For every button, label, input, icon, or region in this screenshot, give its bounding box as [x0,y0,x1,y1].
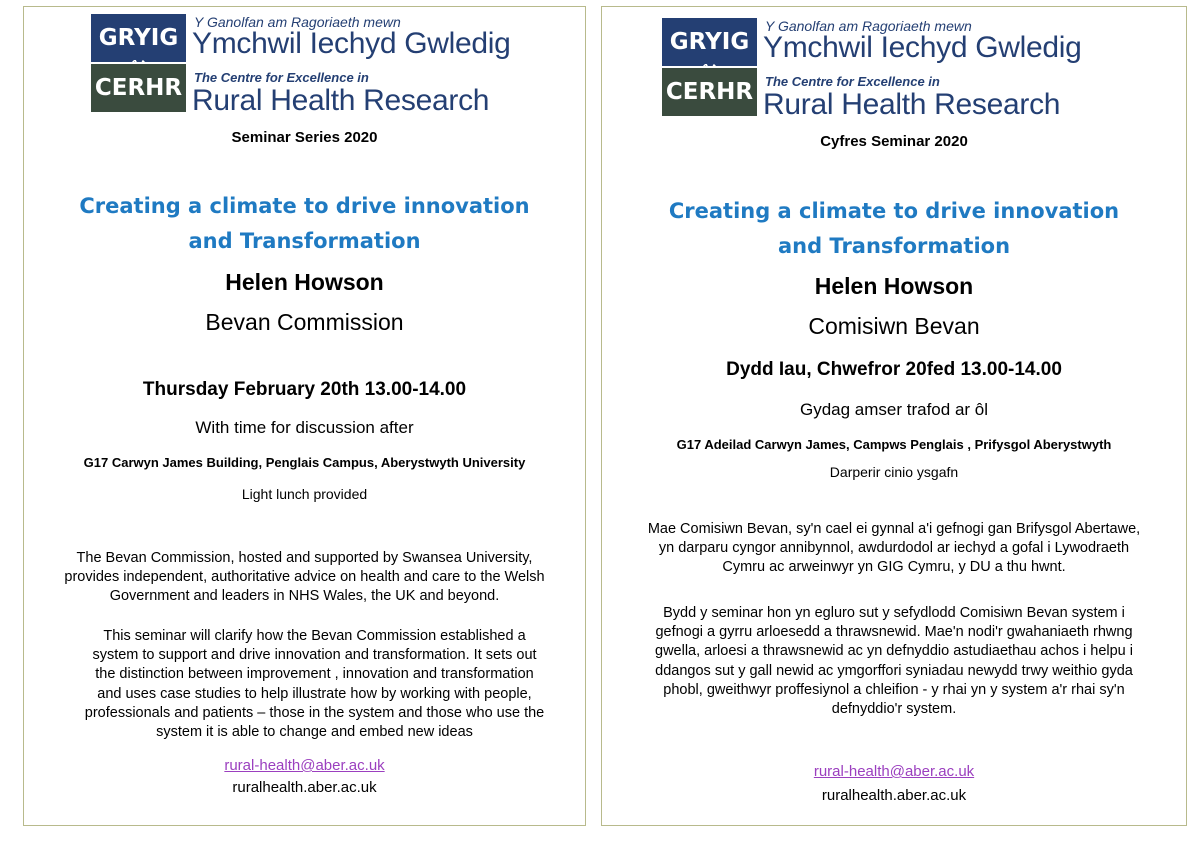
paragraph-line: and uses case studies to help illustrate how by working with people, [97,685,532,702]
paragraph-line: system it is able to change and embed new ideas [156,724,473,741]
seminar-title-line2: and Transformation [188,229,421,253]
logo-english-subtitle: The Centre for Excellence in [765,74,940,89]
discussion-note: With time for discussion after [195,418,414,437]
logo-cerhr-block: CERHR [662,68,757,116]
lunch-note: Light lunch provided [241,486,368,502]
seminar-title-line2: and Transformation [777,234,1011,258]
logo-gryig-block: GRYIG [662,18,757,66]
seminar-series: Cyfres Seminar 2020 [820,133,968,150]
description-paragraph-1 [24,549,585,607]
logo-cerhr-block: CERHR [91,64,186,112]
paragraph-line: yn darparu cyngor annibynnol, awdurdodol ar iechyd a gofal i Lywodraeth [658,540,1130,557]
paragraph-line: phobl, gweithwyr proffesiynol a chleifion - y rhai yn y system a'r rhai sy'n [663,681,1125,698]
contact-email-link[interactable]: rural-health@aber.ac.uk [224,757,385,774]
welsh-poster [601,6,1187,826]
paragraph-line: defnyddio'r system. [831,701,957,718]
paragraph-line: Government and leaders in NHS Wales, the UK and beyond. [109,588,500,605]
paragraph-line: provides independent, authoritative advice on health and care to the Welsh [64,569,545,586]
paragraph-line: Mae Comisiwn Bevan, sy'n cael ei gynnal a'i gefnogi gan Brifysgol Abertawe, [647,521,1141,537]
contact-email-link[interactable]: rural-health@aber.ac.uk [813,763,975,780]
description-paragraph-1 [602,520,1186,578]
description-paragraph-2 [44,627,585,742]
website-text: ruralhealth.aber.ac.uk [232,779,377,796]
english-poster [23,6,586,826]
paragraph-line: This seminar will clarify how the Bevan Commission established a [103,628,526,644]
description-paragraph-2 [602,604,1186,719]
speaker-organisation: Comisiwn Bevan [808,313,980,339]
lunch-note: Darperir cinio ysgafn [829,464,959,480]
logo-english-title: Rural Health Research [763,88,1061,121]
logo-welsh-title: Ymchwil Iechyd Gwledig [763,31,1082,64]
seminar-title-line1: Creating a climate to drive innovation [668,199,1120,223]
paragraph-line: gwella, arloesi a thrawsnewid ac yn defnyddio astudiaethau achos i helpu i [655,643,1133,660]
speaker-name: Helen Howson [814,273,974,299]
venue: G17 Adeilad Carwyn James, Campws Penglais , Prifysgol Aberystwyth [676,437,1112,452]
website-text: ruralhealth.aber.ac.uk [821,787,967,804]
logo-english-subtitle: The Centre for Excellence in [194,70,369,85]
paragraph-line: the distinction between improvement , innovation and transformation [95,666,534,683]
discussion-note: Gydag amser trafod ar ôl [799,400,989,419]
logo-welsh-title: Ymchwil Iechyd Gwledig [192,27,511,60]
paragraph-line: The Bevan Commission, hosted and supported by Swansea University, [76,550,533,566]
paragraph-line: Bydd y seminar hon yn egluro sut y sefydlodd Comisiwn Bevan system i [663,605,1125,621]
paragraph-line: system to support and drive innovation and transformation. It sets out [92,647,537,664]
paragraph-line: ddangos sut y gall newid ac ymgorffori syniadau newydd trwy weithio gyda [655,662,1133,679]
speaker-name: Helen Howson [225,269,384,295]
paragraph-line: professionals and patients – those in the system and those who use the [84,704,545,721]
speaker-organisation: Bevan Commission [205,309,404,335]
logo-gryig-block: GRYIG [91,14,186,62]
event-date: Thursday February 20th 13.00-14.00 [142,379,467,400]
paragraph-line: Cymru ac arweinwyr yn GIG Cymru, y DU a thu hwnt. [722,559,1066,576]
logo-english-title: Rural Health Research [192,84,490,117]
logo-welsh-subtitle: Y Ganolfan am Ragoriaeth mewn [194,14,401,30]
seminar-series: Seminar Series 2020 [231,129,378,146]
paragraph-line: gefnogi a gyrru arloesedd a thrawsnewid. Mae'n nodi'r gwahaniaeth rhwng [655,624,1133,641]
logo-welsh-subtitle: Y Ganolfan am Ragoriaeth mewn [765,18,972,34]
event-date: Dydd Iau, Chwefror 20fed 13.00-14.00 [726,359,1062,380]
seminar-title-line1: Creating a climate to drive innovation [79,194,530,218]
venue: G17 Carwyn James Building, Penglais Campus, Aberystwyth University [83,455,526,470]
